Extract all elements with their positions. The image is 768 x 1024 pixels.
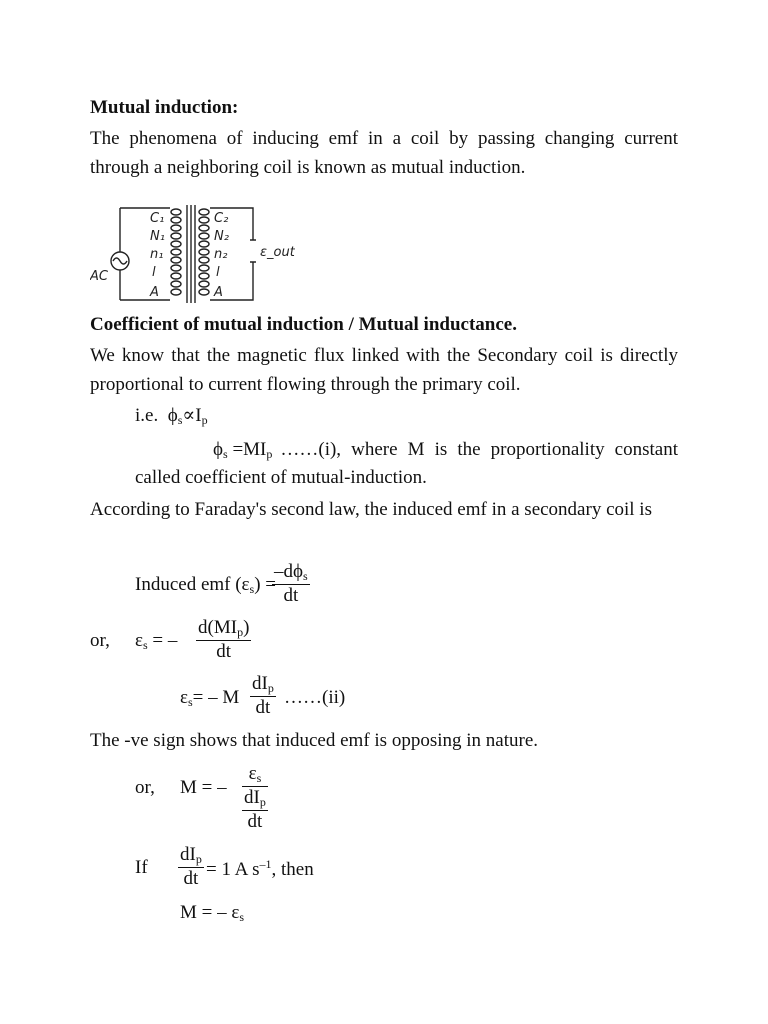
- output-emf-label: ε_out: [260, 245, 295, 260]
- transformer-diagram: [90, 200, 295, 310]
- primary-label-3: n₁: [150, 247, 164, 262]
- m-equation-lhs: M = –: [180, 777, 227, 798]
- condition-text: = 1 A $s^{-1}$, then: [206, 857, 314, 880]
- secondary-label-4: l: [216, 265, 220, 280]
- secondary-label-1: C₂: [214, 211, 229, 226]
- secondary-label-2: N₂: [214, 229, 229, 244]
- sign-note: The -ve sign shows that induced emf is opposing in nature.: [90, 730, 539, 751]
- fraction-if-dip-dt: $dI_p$ dt: [180, 844, 202, 889]
- fraction-eps-over-dip-dt: $\varepsilon_s$ $dI_p$ dt: [244, 763, 266, 832]
- heading-mutual-induction: Mutual induction:: [90, 97, 239, 118]
- transformer-circuit-sketch: [90, 200, 295, 310]
- primary-label-4: l: [152, 265, 156, 280]
- called-coefficient: called coefficient of mutual-induction.: [135, 467, 427, 488]
- ie-label: i.e.: [135, 405, 159, 426]
- secondary-label-3: n₂: [214, 247, 228, 262]
- or-label-2: or,: [135, 777, 155, 798]
- eps-equation: $\varepsilon_s$ = –: [135, 630, 178, 652]
- induced-emf-equation: Induced emf $(\varepsilon_s)$ =: [135, 574, 277, 596]
- intro-paragraph: The phenomena of inducing emf in a coil by passing changing current through a neighboring coil is known as mutual induction.: [90, 128, 678, 178]
- proportional-relation: i.e. $\phi_s\propto I_p$: [135, 405, 208, 427]
- fraction-dip-dt: $dI_p$ dt: [252, 673, 274, 718]
- ac-label: AC: [90, 269, 108, 284]
- condition-value: = 1 A s: [206, 859, 260, 880]
- fraction-dmip-dt: $d(MI_p)$ dt: [198, 617, 250, 662]
- fraction-dphi-dt: $-d\phi_s$ dt: [274, 561, 308, 606]
- or-label-1: or,: [90, 630, 110, 651]
- final-equation: M = – $\varepsilon_s$: [180, 902, 245, 924]
- equation-ii-tag: ……(ii): [284, 687, 346, 708]
- faraday-paragraph: According to Faraday's second law, the induced emf in a secondary coil is: [90, 499, 652, 520]
- condition-tail: , then: [271, 859, 314, 880]
- induced-emf-label: Induced emf (ε: [135, 574, 250, 595]
- if-label: If: [135, 857, 148, 878]
- equation-i: $\phi_s =MI_p$ ……(i), where M is the proportionality constant: [213, 439, 678, 461]
- equation-i-note: ……(i), where M is the proportionality constant: [280, 439, 678, 460]
- equation-ii-lhs: $\varepsilon_s= - M$: [180, 687, 240, 709]
- heading-coefficient: Coefficient of mutual induction / Mutual inductance.: [90, 314, 517, 335]
- primary-label-5: A: [150, 285, 159, 300]
- secondary-label-5: A: [214, 285, 223, 300]
- flux-paragraph: We know that the magnetic flux linked with the Secondary coil is directly proportional to current flowing through the primary coil.: [90, 345, 678, 395]
- primary-label-1: C₁: [150, 211, 165, 226]
- primary-label-2: N₁: [150, 229, 165, 244]
